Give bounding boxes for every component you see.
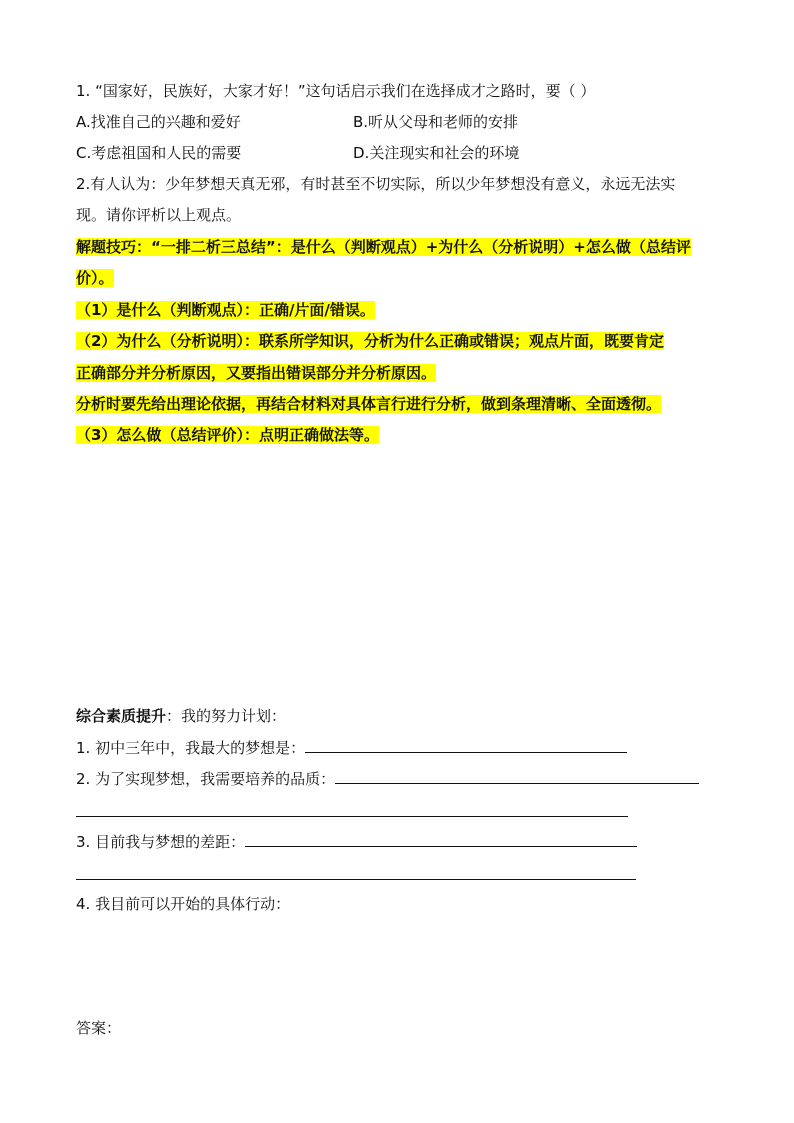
plan-item1-blank[interactable] (305, 738, 627, 753)
tips-line1: 解题技巧：“一排二析三总结”：是什么（判断观点）+为什么（分析说明）+怎么做（总结评 (76, 238, 691, 256)
plan-item3-blank[interactable] (245, 832, 637, 847)
question1-option-d: D.关注现实和社会的环境 (353, 144, 520, 162)
plan-heading (76, 705, 286, 727)
plan-item1 (76, 737, 627, 759)
plan-heading-bold: 综合素质提升 (76, 707, 167, 725)
plan-heading-rest: ：我的努力计划： (166, 707, 287, 725)
plan-item2-label: 2. 为了实现梦想，我需要培养的品质： (76, 770, 336, 788)
plan-item3-label: 3. 目前我与梦想的差距： (76, 833, 246, 851)
tips-line3: （1）是什么（判断观点）：正确/片面/错误。 (76, 301, 375, 319)
plan-item2 (76, 768, 699, 790)
plan-item4: 4. 我目前可以开始的具体行动： (76, 895, 291, 913)
question1-option-b: B.听从父母和老师的安排 (353, 113, 519, 131)
tips-line6: 分析时要先给出理论依据，再结合材料对具体言行进行分析，做到条理清晰、全面透彻。 (76, 395, 662, 413)
tips-line7: （3）怎么做（总结评价）：点明正确做法等。 (76, 426, 379, 444)
plan-item3-blank-continued[interactable] (76, 879, 636, 880)
question2-line1: 2.有人认为：少年梦想天真无邪，有时甚至不切实际，所以少年梦想没有意义，永远无法实 (76, 175, 676, 193)
question2-line2: 现。请你评析以上观点。 (76, 206, 242, 224)
answer-label: 答案： (76, 1019, 122, 1037)
tips-line5: 正确部分并分析原因，又要指出错误部分并分析原因。 (76, 364, 437, 382)
question1-stem: 1. “国家好，民族好，大家才好！”这句话启示我们在选择成才之路时，要（ ） (76, 82, 596, 100)
plan-item2-blank[interactable] (335, 769, 699, 784)
plan-item3 (76, 831, 637, 853)
plan-item2-blank-continued[interactable] (76, 816, 628, 817)
plan-item1-label: 1. 初中三年中，我最大的梦想是： (76, 739, 306, 757)
question1-option-c: C.考虑祖国和人民的需要 (76, 144, 242, 162)
tips-line2: 价）。 (76, 269, 114, 287)
tips-line4: （2）为什么（分析说明）：联系所学知识，分析为什么正确或错误；观点片面，既要肯定 (76, 332, 664, 350)
question1-option-a: A.找准自己的兴趣和爱好 (76, 113, 241, 131)
